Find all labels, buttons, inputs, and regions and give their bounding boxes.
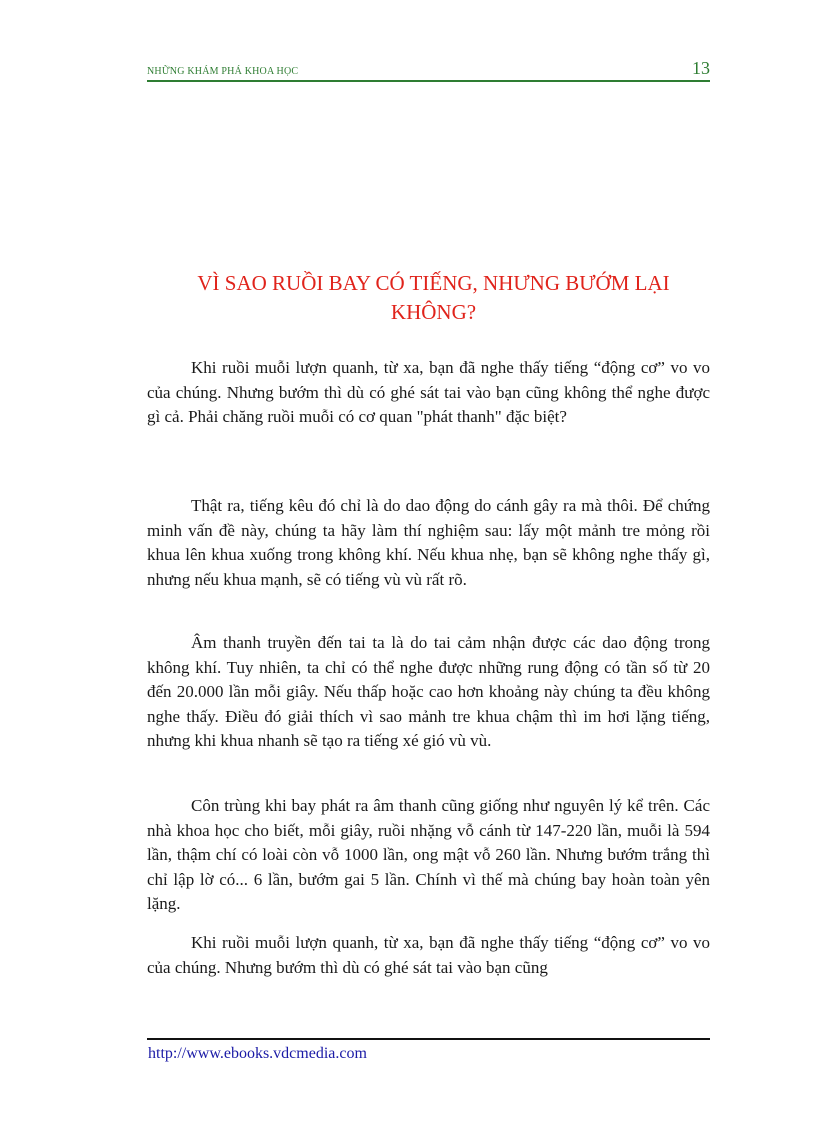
paragraph-sound-frequency: Âm thanh truyền đến tai ta là do tai cảm nhận được các dao động trong không khí. Tuy nhiên, ta chỉ có thể nghe được những rung động có tần số từ 20 đến 20.000 lần mỗi giây. Nếu thấp hoặc cao hơn khoảng này chúng ta đều không nghe thấy. Điều đó giải thích vì sao mảnh tre khua chậm thì im hơi lặng tiếng, nhưng khi khua nhanh sẽ tạo ra tiếng xé gió vù vù. bbox=[147, 633, 710, 750]
page-number: 13 bbox=[692, 58, 710, 78]
article-title: VÌ SAO RUỒI BAY CÓ TIẾNG, NHƯNG BƯỚM LẠI KHÔNG? bbox=[197, 271, 670, 324]
paragraph-intro: Khi ruồi muỗi lượn quanh, từ xa, bạn đã nghe thấy tiếng “động cơ” vo vo của chúng. Nhưng bướm thì dù có ghé sát tai vào bạn cũng không thể nghe được gì cả. Phải chăng ruồi muỗi có cơ quan "phát thanh" đặc biệt? bbox=[147, 358, 710, 426]
paragraph-repeat-intro: Khi ruồi muỗi lượn quanh, từ xa, bạn đã nghe thấy tiếng “động cơ” vo vo của chúng. Nhưng bướm thì dù có ghé sát tai vào bạn cũng bbox=[147, 933, 710, 977]
footer-divider bbox=[147, 1038, 710, 1040]
paragraph-insect-wingbeats: Côn trùng khi bay phát ra âm thanh cũng giống như nguyên lý kể trên. Các nhà khoa học cho biết, mỗi giây, ruồi nhặng vỗ cánh từ 147-220 lần, muỗi là 594 lần, thậm chí có loài còn vỗ 1000 lần, ong mật vỗ 260 lần. Nhưng bướm trắng thì chỉ lập lờ có... 6 lần, bướm gai 5 lần. Chính vì thế mà chúng bay hoàn toàn yên lặng. bbox=[147, 796, 710, 913]
footer-website-link[interactable]: http://www.ebooks.vdcmedia.com bbox=[148, 1045, 367, 1062]
paragraph-explanation: Thật ra, tiếng kêu đó chỉ là do dao động do cánh gây ra mà thôi. Để chứng minh vấn đề này, chúng ta hãy làm thí nghiệm sau: lấy một mảnh tre mỏng rồi khua lên khua xuống trong không khí. Nếu khua nhẹ, bạn sẽ không nghe thấy gì, nhưng nếu khua mạnh, sẽ có tiếng vù vù rất rõ. bbox=[147, 496, 710, 589]
running-header bbox=[147, 58, 710, 82]
running-title: NHỮNG KHÁM PHÁ KHOA HỌC bbox=[147, 66, 299, 77]
